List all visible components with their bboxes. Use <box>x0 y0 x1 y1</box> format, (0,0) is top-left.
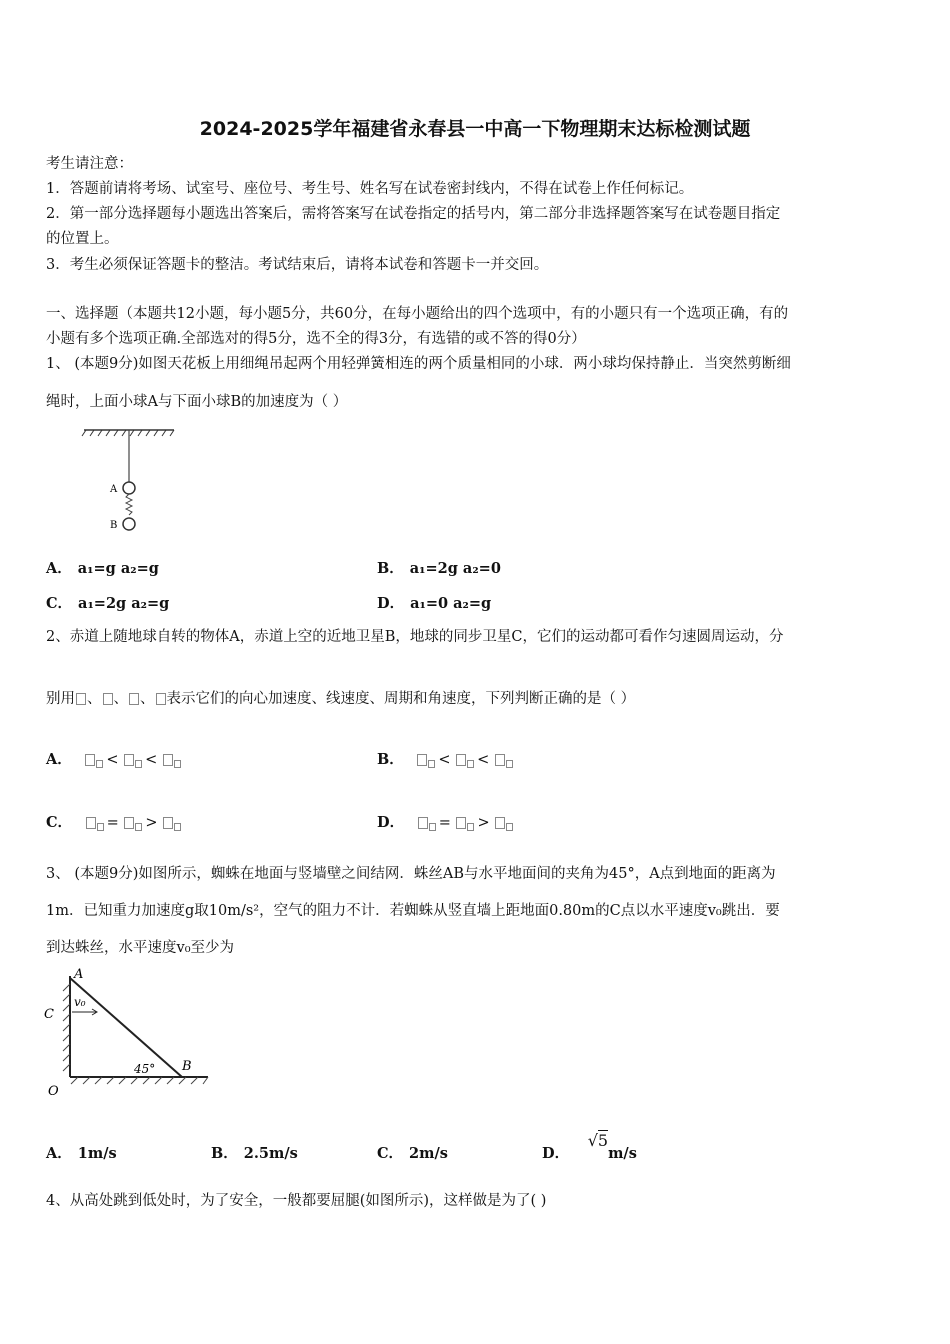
missing-symbol-icon <box>85 754 95 766</box>
q3-stem-line-3: 到达蛛丝，水平速度v₀至少为 <box>46 940 235 956</box>
missing-symbol-icon <box>96 760 103 768</box>
missing-symbol-icon <box>456 754 466 766</box>
missing-symbol-icon <box>495 817 505 829</box>
q1-stem-line-2: 绳时，上面小球A与下面小球B的加速度为（ ） <box>46 394 348 410</box>
q2-option-b: B． < < <box>377 748 516 769</box>
missing-symbol-icon <box>124 754 134 766</box>
q1-option-c: C． a₁=2g a₂=g <box>46 595 170 612</box>
missing-symbol-icon <box>495 754 505 766</box>
missing-symbol-icon <box>135 760 142 768</box>
notice-item-3: 3．考生必须保证答题卡的整洁。考试结束后，请将本试卷和答题卡一并交回。 <box>46 257 549 273</box>
missing-symbol-icon <box>174 823 181 831</box>
v0-label: v₀ <box>74 995 86 1009</box>
point-a-label: A <box>74 967 84 982</box>
missing-symbol-icon <box>163 817 173 829</box>
section-intro-line-2: 小题有多个选项正确.全部选对的得5分，选不全的得3分，有选错的或不答的得0分） <box>46 331 586 347</box>
missing-symbol-icon <box>506 760 513 768</box>
point-c-label: C <box>44 1007 54 1022</box>
notice-heading: 考生请注意： <box>46 156 133 172</box>
point-o-label: O <box>48 1084 59 1099</box>
missing-symbol-icon <box>429 823 436 831</box>
q2-option-d: D． = > <box>377 811 516 832</box>
q1-option-b: B． a₁=2g a₂=0 <box>377 560 501 577</box>
missing-symbol-icon <box>174 760 181 768</box>
missing-symbol-icon <box>76 693 86 705</box>
missing-symbol-icon <box>97 823 104 831</box>
missing-symbol-icon <box>428 760 435 768</box>
page-title: 2024-2025学年福建省永春县一中高一下物理期末达标检测试题 <box>199 118 751 140</box>
q3-figure <box>44 966 214 1098</box>
notice-item-2: 2．第一部分选择题每小题选出答案后，需将答案写在试卷指定的括号内，第二部分非选择题答案写在试卷题目指定 <box>46 206 781 222</box>
q3-option-c: C． 2m/s <box>377 1145 448 1162</box>
ball-b <box>123 518 135 530</box>
missing-symbol-icon <box>135 823 142 831</box>
q3-stem-line-1: 3、 (本题9分)如图所示，蜘蛛在地面与竖墙壁之间结网．蛛丝AB与水平地面间的夹角为45°，A点到地面的距离为 <box>46 866 776 882</box>
q1-option-a: A． a₁=g a₂=g <box>46 560 159 577</box>
missing-symbol-icon <box>86 817 96 829</box>
missing-symbol-icon <box>103 693 113 705</box>
missing-symbol-icon <box>163 754 173 766</box>
missing-symbol-icon <box>506 823 513 831</box>
q2-option-c: C． = > <box>46 811 184 832</box>
missing-symbol-icon <box>129 693 139 705</box>
section-intro-line-1: 一、选择题（本题共12小题，每小题5分，共60分，在每小题给出的四个选项中，有的小题只有一个选项正确，有的 <box>46 306 789 322</box>
q3-option-a: A． 1m/s <box>46 1145 117 1162</box>
q2-stem-line-2: 别用 、 、 、 表示它们的向心加速度、线速度、周期和角速度，下列判断正确的是（ ） <box>46 691 636 707</box>
ball-a <box>123 482 135 494</box>
missing-symbol-icon <box>467 823 474 831</box>
q1-option-d: D． a₁=0 a₂=g <box>377 595 492 612</box>
ball-b-label: B <box>110 520 118 531</box>
q1-stem-line-1: 1、 (本题9分)如图天花板上用细绳吊起两个用轻弹簧相连的两个质量相同的小球．两小球均保持静止．当突然剪断细 <box>46 356 791 372</box>
missing-symbol-icon <box>156 693 166 705</box>
missing-symbol-icon <box>467 760 474 768</box>
missing-symbol-icon <box>418 817 428 829</box>
angle-label: 45° <box>134 1062 156 1076</box>
q3-stem-line-2: 1m．已知重力加速度g取10m/s²，空气的阻力不计．若蜘蛛从竖直墙上距地面0.80m的C点以水平速度v₀跳出．要 <box>46 903 780 919</box>
q2-option-a: A． < < <box>46 748 184 769</box>
q2-stem-line-1: 2、赤道上随地球自转的物体A，赤道上空的近地卫星B，地球的同步卫星C，它们的运动都可看作匀速圆周运动，分 <box>46 629 784 645</box>
sqrt-5: √5 <box>587 1131 609 1150</box>
spring <box>126 494 132 515</box>
ball-a-label: A <box>110 484 118 495</box>
q3-option-d: D． √5m/s <box>542 1131 637 1162</box>
point-b-label: B <box>182 1059 192 1074</box>
missing-symbol-icon <box>456 817 466 829</box>
q4-stem-line-1: 4、从高处跳到低处时，为了安全，一般都要屈腿(如图所示)，这样做是为了( ) <box>46 1193 547 1209</box>
missing-symbol-icon <box>417 754 427 766</box>
q3-option-b: B． 2.5m/s <box>211 1145 298 1162</box>
missing-symbol-icon <box>124 817 134 829</box>
notice-item-2-cont: 的位置上。 <box>46 231 119 247</box>
silk-ab <box>70 978 182 1077</box>
notice-item-1: 1．答题前请将考场、试室号、座位号、考生号、姓名写在试卷密封线内，不得在试卷上作任何标记。 <box>46 181 694 197</box>
q1-figure <box>80 424 180 534</box>
